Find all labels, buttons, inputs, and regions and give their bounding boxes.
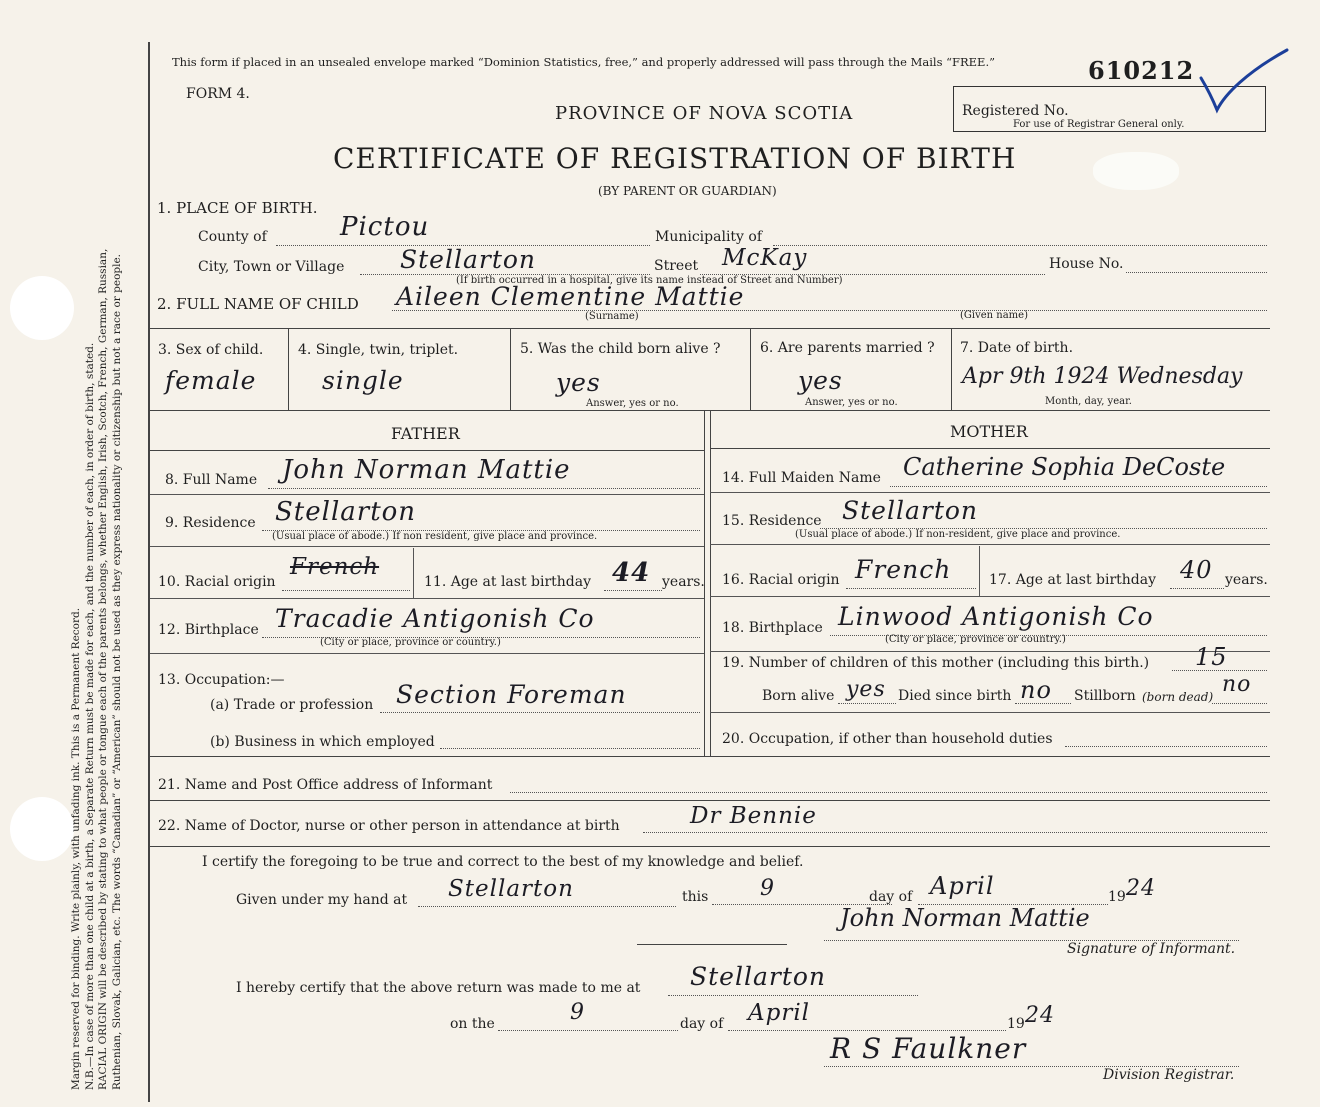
mother-racial-divider bbox=[979, 546, 980, 596]
married-value: yes bbox=[798, 366, 843, 395]
father-name-label: 8. Full Name bbox=[165, 472, 258, 488]
sex-value: female bbox=[165, 366, 257, 395]
father-age-label: 11. Age at last birthday bbox=[424, 574, 592, 590]
doctor-line bbox=[643, 832, 1267, 833]
row3-divider-2 bbox=[510, 328, 511, 410]
day-value: 9 bbox=[760, 876, 775, 901]
registrar-signature: R S Faulkner bbox=[830, 1032, 1027, 1065]
mother-residence-caption: (Usual place of abode.) If non-resident, give place and province. bbox=[795, 529, 1121, 540]
born-alive-line bbox=[838, 703, 896, 704]
hospital-note: (If birth occurred in a hospital, give its name instead of Street and Number) bbox=[456, 275, 843, 286]
mother-racial-value: French bbox=[855, 555, 952, 584]
certification-statement: I certify the foregoing to be true and correct to the best of my knowledge and belief. bbox=[202, 854, 804, 870]
stillborn-value: no bbox=[1222, 672, 1252, 697]
mother-residence-value: Stellarton bbox=[842, 496, 979, 525]
reg-day-of-label: day of bbox=[680, 1016, 724, 1032]
street-label: Street bbox=[654, 258, 699, 274]
registrar-place-line bbox=[668, 995, 918, 996]
mother-name-value: Catherine Sophia DeCoste bbox=[903, 453, 1226, 481]
registered-note: For use of Registrar General only. bbox=[1013, 119, 1185, 130]
registrar-place-value: Stellarton bbox=[690, 962, 827, 991]
month-value: April bbox=[930, 872, 995, 900]
county-value: Pictou bbox=[340, 212, 430, 242]
stillborn-note: (born dead) bbox=[1142, 690, 1214, 704]
father-heading-rule bbox=[150, 450, 704, 451]
mother-heading: MOTHER bbox=[950, 422, 1028, 441]
mother-row18-rule bbox=[710, 651, 1270, 652]
reg-year-prefix: 19 bbox=[1007, 1016, 1025, 1032]
mother-children-label: 19. Number of children of this mother (including this birth.) bbox=[722, 655, 1150, 671]
reg-month-value: April bbox=[748, 1000, 811, 1026]
father-trade-value: Section Foreman bbox=[396, 680, 627, 709]
mother-occupation-label: 20. Occupation, if other than household duties bbox=[722, 731, 1053, 747]
plurality-label: 4. Single, twin, triplet. bbox=[298, 342, 459, 358]
mother-racial-label: 16. Racial origin bbox=[722, 572, 840, 588]
father-birthplace-value: Tracadie Antigonish Co bbox=[275, 604, 595, 633]
mother-occupation-line bbox=[1065, 746, 1267, 747]
free-notice: This form if placed in an unsealed envelope marked “Dominion Statistics, free,” and properly addressed will pass through the Mails “FREE.” bbox=[172, 55, 995, 69]
reg-day-value: 9 bbox=[570, 1000, 585, 1025]
father-business-line bbox=[440, 748, 700, 749]
dob-value: Apr 9th 1924 Wednesday bbox=[962, 364, 1243, 389]
serial-number: 610212 bbox=[1088, 56, 1195, 85]
informant-left-rule bbox=[637, 944, 787, 945]
father-racial-label: 10. Racial origin bbox=[158, 574, 276, 590]
father-residence-label: 9. Residence bbox=[165, 515, 256, 531]
parents-center-divider-2 bbox=[710, 411, 711, 756]
form-left-border bbox=[148, 42, 150, 1102]
mother-age-value: 40 bbox=[1180, 556, 1213, 584]
row3-divider-3 bbox=[750, 328, 751, 410]
year-prefix: 19 bbox=[1108, 889, 1126, 905]
stillborn-label: Stillborn bbox=[1074, 688, 1136, 704]
binding-hole-bottom bbox=[10, 797, 74, 861]
margin-note-3: RACIAL ORIGIN will be described by stating to what people or tongue each of the parents belongs, whether English, Irish, Scotch, French, German, Russian, bbox=[97, 248, 109, 1090]
municipality-label: Municipality of bbox=[655, 229, 763, 245]
given-under-label: Given under my hand at bbox=[236, 892, 408, 908]
margin-note-4: Ruthenian, Slovak, Galician, etc. The words “Canadian” or “American” should not be used as they express nationality or citizenship but not a race or people. bbox=[110, 253, 123, 1090]
father-row8-rule bbox=[150, 494, 704, 495]
mother-birthplace-caption: (City or place, province or country.) bbox=[885, 634, 1066, 645]
father-age-line bbox=[604, 590, 662, 591]
born-alive-value: yes bbox=[846, 677, 886, 702]
given-place-value: Stellarton bbox=[448, 876, 574, 902]
dob-caption: Month, day, year. bbox=[1045, 396, 1132, 407]
reg-month-line bbox=[728, 1030, 1006, 1031]
alive-value: yes bbox=[556, 368, 601, 397]
on-the-label: on the bbox=[450, 1016, 495, 1032]
row21-top-border bbox=[150, 756, 1270, 757]
father-row10-rule bbox=[150, 598, 704, 599]
stillborn-line bbox=[1212, 703, 1267, 704]
row22-bottom-border bbox=[150, 846, 1270, 847]
plurality-value: single bbox=[322, 366, 404, 395]
mother-row19-rule bbox=[710, 712, 1270, 713]
margin-notes bbox=[70, 90, 124, 1090]
margin-note-2: N.B.—In case of more than one child at a birth, a Separate Return must be made for each, and the number of each, in order of birth, stated. bbox=[83, 342, 96, 1090]
row21-bottom-border bbox=[150, 800, 1270, 801]
reg-year-suffix: 24 bbox=[1025, 1003, 1055, 1028]
mother-row15-rule bbox=[710, 544, 1270, 545]
father-residence-value: Stellarton bbox=[275, 497, 417, 527]
given-place-line bbox=[418, 906, 676, 907]
county-label: County of bbox=[198, 229, 267, 245]
city-label: City, Town or Village bbox=[198, 259, 345, 275]
father-age-value: 44 bbox=[612, 558, 651, 588]
died-since-birth-label: Died since birth bbox=[898, 688, 1012, 704]
born-alive-label: Born alive bbox=[762, 688, 835, 704]
father-trade-line bbox=[380, 712, 700, 713]
father-birthplace-label: 12. Birthplace bbox=[158, 622, 259, 638]
father-birthplace-caption: (City or place, province or country.) bbox=[320, 637, 501, 648]
father-trade-label: (a) Trade or profession bbox=[210, 697, 374, 713]
father-heading: FATHER bbox=[391, 424, 460, 443]
informant-line bbox=[510, 792, 1267, 793]
father-row12-rule bbox=[150, 653, 704, 654]
certificate-title: CERTIFICATE OF REGISTRATION OF BIRTH bbox=[333, 142, 1017, 175]
row3-divider-4 bbox=[951, 328, 952, 410]
father-racial-value: French bbox=[290, 554, 380, 580]
mother-row14-rule bbox=[710, 492, 1270, 493]
doctor-value: Dr Bennie bbox=[690, 803, 817, 829]
province-heading: PROVINCE OF NOVA SCOTIA bbox=[555, 103, 854, 124]
mother-row16-rule bbox=[710, 596, 1270, 597]
doctor-label: 22. Name of Doctor, nurse or other person in attendance at birth bbox=[158, 818, 620, 834]
registrar-signature-caption: Division Registrar. bbox=[1103, 1067, 1235, 1083]
row3-divider-1 bbox=[288, 328, 289, 410]
registrar-statement: I hereby certify that the above return was made to me at bbox=[236, 980, 641, 996]
father-racial-divider bbox=[413, 548, 414, 598]
correction-smudge bbox=[1093, 152, 1179, 190]
street-value: McKay bbox=[722, 245, 808, 271]
died-since-birth-value: no bbox=[1020, 676, 1052, 704]
city-value: Stellarton bbox=[400, 245, 537, 274]
mother-years-label: years. bbox=[1225, 572, 1268, 588]
father-name-line bbox=[268, 488, 700, 489]
mother-birthplace-label: 18. Birthplace bbox=[722, 620, 823, 636]
checkmark-icon bbox=[1195, 44, 1295, 120]
sex-label: 3. Sex of child. bbox=[158, 342, 264, 358]
margin-note-1: Margin reserved for binding. Write plainly, with unfading ink. This is a Permanent Record. bbox=[70, 607, 82, 1090]
registered-label: Registered No. bbox=[962, 103, 1069, 119]
row3-top-border bbox=[150, 328, 1270, 329]
mother-racial-line bbox=[846, 588, 976, 589]
father-name-value: John Norman Mattie bbox=[282, 455, 571, 485]
mother-birthplace-value: Linwood Antigonish Co bbox=[838, 602, 1154, 631]
mother-age-label: 17. Age at last birthday bbox=[989, 572, 1157, 588]
father-racial-line bbox=[282, 590, 410, 591]
child-name-label: 2. FULL NAME OF CHILD bbox=[157, 295, 359, 313]
certificate-subtitle: (BY PARENT OR GUARDIAN) bbox=[598, 184, 777, 198]
municipality-line bbox=[773, 245, 1267, 246]
alive-label: 5. Was the child born alive ? bbox=[520, 341, 721, 357]
child-name-value: Aileen Clementine Mattie bbox=[396, 282, 745, 311]
surname-caption: (Surname) bbox=[585, 311, 639, 322]
informant-label: 21. Name and Post Office address of Informant bbox=[158, 777, 493, 793]
dob-label: 7. Date of birth. bbox=[960, 340, 1074, 356]
father-years-label: years. bbox=[662, 574, 705, 590]
mother-age-line bbox=[1170, 588, 1224, 589]
reg-day-line bbox=[498, 1030, 678, 1031]
house-label: House No. bbox=[1049, 256, 1124, 272]
mother-children-value: 15 bbox=[1195, 643, 1228, 671]
father-row9-rule bbox=[150, 546, 704, 547]
father-occupation-label: 13. Occupation:— bbox=[158, 672, 285, 688]
day-of-label: day of bbox=[869, 889, 913, 905]
binding-hole-top bbox=[10, 276, 74, 340]
informant-signature-caption: Signature of Informant. bbox=[1067, 941, 1236, 957]
mother-name-line bbox=[890, 486, 1267, 487]
mother-residence-label: 15. Residence bbox=[722, 513, 822, 529]
married-answer-caption: Answer, yes or no. bbox=[805, 397, 898, 408]
married-label: 6. Are parents married ? bbox=[760, 340, 935, 356]
mother-name-label: 14. Full Maiden Name bbox=[722, 470, 881, 486]
informant-signature: John Norman Mattie bbox=[840, 904, 1090, 932]
father-residence-caption: (Usual place of abode.) If non resident, give place and province. bbox=[272, 531, 598, 542]
year-suffix: 24 bbox=[1126, 876, 1156, 901]
place-of-birth-label: 1. PLACE OF BIRTH. bbox=[157, 199, 318, 217]
father-business-label: (b) Business in which employed bbox=[210, 734, 435, 750]
house-line bbox=[1126, 272, 1267, 273]
form-number: FORM 4. bbox=[186, 86, 250, 102]
this-label: this bbox=[682, 889, 709, 905]
alive-answer-caption: Answer, yes or no. bbox=[586, 398, 679, 409]
mother-heading-rule bbox=[710, 448, 1270, 449]
given-name-caption: (Given name) bbox=[960, 310, 1028, 321]
